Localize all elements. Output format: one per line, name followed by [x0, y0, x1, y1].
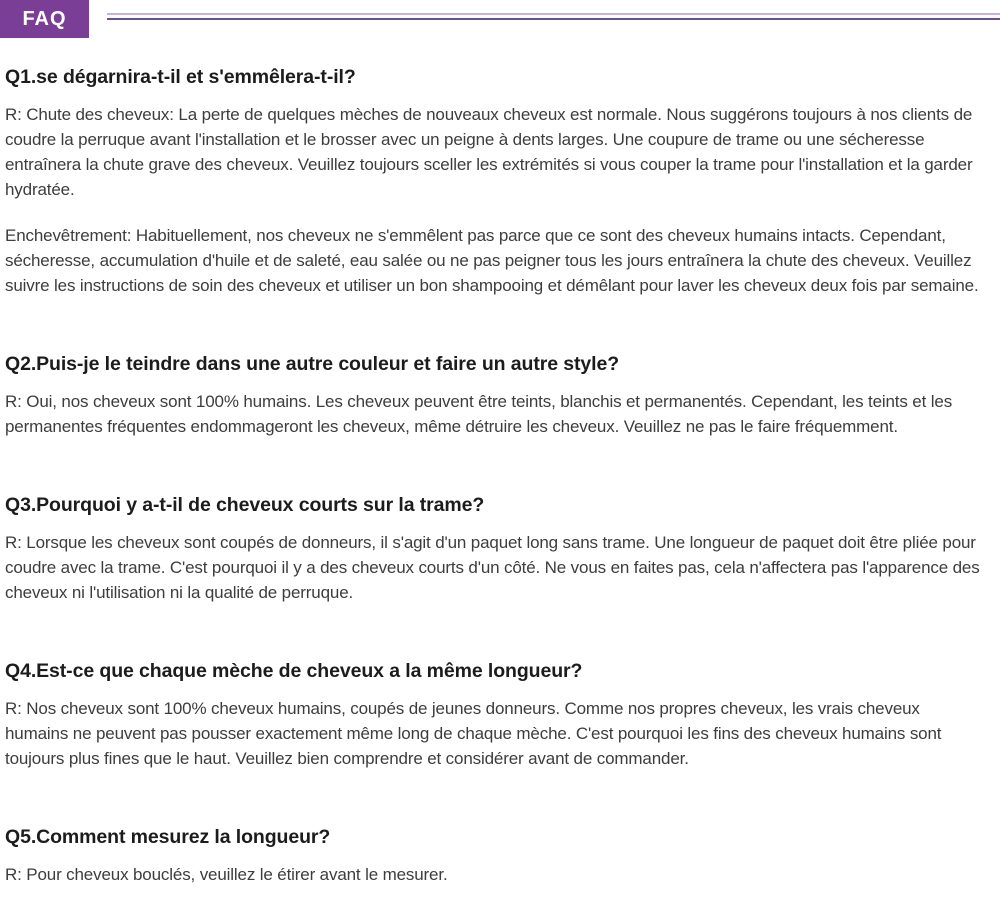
- faq-answer-q1-paragraph-2: Enchevêtrement: Habituellement, nos cheveux ne s'emmêlent pas parce que ce sont des cheveux humains intacts. Cependant, sécheresse, accumulation d'huile et de saleté, eau salée ou ne pas peigner tous les jours entraînera la chute des cheveux. Veuillez suivre les instructions de soin des cheveux et utiliser un bon shampooing et démêlant pour laver les cheveux deux fois par semaine.: [5, 226, 979, 295]
- divider-line-bottom: [107, 18, 1000, 20]
- faq-question-q2: Q2.Puis-je le teindre dans une autre couleur et faire un autre style?: [5, 353, 620, 375]
- faq-question-q1: Q1.se dégarnira-t-il et s'emmêlera-t-il?: [5, 66, 356, 88]
- faq-answer-q4: R: Nos cheveux sont 100% cheveux humains, coupés de jeunes donneurs. Comme nos propres cheveux, les vrais cheveux humains ne peuvent pas pousser exactement même long de chaque mèche. C'est pourquoi les fins des cheveux humains sont toujours plus fines que le haut. Veuillez bien comprendre et considérer avant de commander.: [5, 699, 942, 768]
- faq-answer-q5: R: Pour cheveux bouclés, veuillez le étirer avant le mesurer.: [5, 865, 448, 884]
- faq-answer-q1-paragraph-1: R: Chute des cheveux: La perte de quelques mèches de nouveaux cheveux est normale. Nous suggérons toujours à nos clients de coudre la perruque avant l'installation et le brosser avec un peigne à dents larges. Une coupure de trame ou une sécheresse entraînera la chute grave des cheveux. Veuillez toujours sceller les extrémités si vous couper la trame pour l'installation et la garder hydratée.: [5, 105, 973, 199]
- faq-section-q5: [5, 825, 984, 887]
- faq-content: [0, 65, 1000, 887]
- faq-answer-q3: R: Lorsque les cheveux sont coupés de donneurs, il s'agit d'un paquet long sans trame. Une longueur de paquet doit être pliée pour coudre avec la trame. C'est pourquoi il y a des cheveux courts d'un côté. Ne vous en faites pas, cela n'affectera pas l'apparence des cheveux ni l'utilisation ni la qualité de perruque.: [5, 533, 980, 602]
- faq-section-q1: [5, 65, 984, 298]
- faq-question-q3: Q3.Pourquoi y a-t-il de cheveux courts sur la trame?: [5, 494, 485, 516]
- faq-answer-q2: R: Oui, nos cheveux sont 100% humains. Les cheveux peuvent être teints, blanchis et permanentés. Cependant, les teints et les permanentes fréquentes endommageront les cheveux, même détruire les cheveux. Veuillez ne pas le faire fréquemment.: [5, 392, 953, 436]
- faq-question-q5: Q5.Comment mesurez la longueur?: [5, 826, 331, 848]
- faq-section-q2: [5, 352, 984, 439]
- divider-line-top: [107, 13, 1000, 15]
- faq-header: [0, 0, 1000, 38]
- header-divider: [107, 13, 1000, 20]
- faq-badge: FAQ: [0, 0, 89, 38]
- faq-section-q3: [5, 493, 984, 605]
- faq-question-q4: Q4.Est-ce que chaque mèche de cheveux a la même longueur?: [5, 660, 583, 682]
- faq-section-q4: [5, 659, 984, 771]
